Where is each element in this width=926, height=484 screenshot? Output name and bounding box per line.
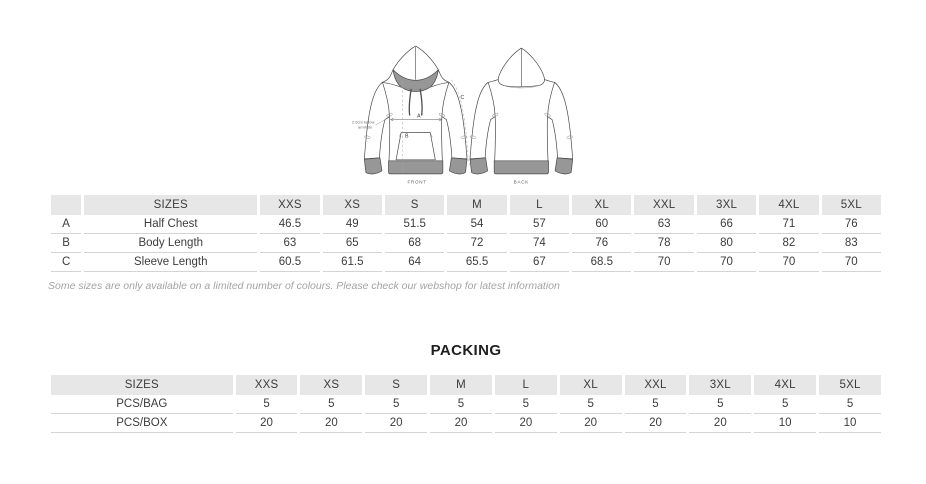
measurement-value: 65 (323, 234, 382, 253)
measurement-value: 49 (323, 215, 382, 234)
packing-table-row (51, 414, 881, 433)
packing-column-header: S (365, 375, 427, 395)
size-column-header: 5XL (822, 195, 881, 215)
measurement-value: 70 (822, 253, 881, 272)
hoodie-back-view (470, 48, 573, 184)
packing-value: 5 (560, 395, 622, 414)
packing-table-header (51, 375, 881, 395)
packing-column-header: XXL (625, 375, 687, 395)
size-availability-note: Some sizes are only available on a limited number of colours. Please check our webshop for latest information (48, 280, 560, 292)
measurement-label: Half Chest (84, 215, 257, 234)
packing-header-label: SIZES (51, 375, 233, 395)
packing-column-header: 3XL (689, 375, 751, 395)
packing-column-header: XL (560, 375, 622, 395)
measurement-value: 70 (759, 253, 818, 272)
back-right-cuff (555, 158, 573, 174)
packing-value: 20 (430, 414, 492, 433)
measurement-value: 83 (822, 234, 881, 253)
measurement-value: 68.5 (572, 253, 631, 272)
packing-value: 20 (625, 414, 687, 433)
size-table (48, 195, 884, 272)
packing-column-header: XS (300, 375, 362, 395)
packing-column-header: 4XL (754, 375, 816, 395)
size-column-header: M (447, 195, 506, 215)
measurement-value: 80 (697, 234, 756, 253)
packing-column-header: 5XL (819, 375, 881, 395)
packing-value: 10 (819, 414, 881, 433)
packing-value: 5 (300, 395, 362, 414)
size-column-header: XS (323, 195, 382, 215)
measurement-value: 68 (385, 234, 444, 253)
size-column-header: 4XL (759, 195, 818, 215)
measurement-value: 57 (510, 215, 569, 234)
size-table-row (51, 253, 881, 272)
packing-value: 20 (495, 414, 557, 433)
packing-table (48, 375, 884, 433)
front-hem-band (389, 161, 443, 174)
measurement-value: 61.5 (323, 253, 382, 272)
measurement-value: 72 (447, 234, 506, 253)
size-column-header: L (510, 195, 569, 215)
size-table-corner (51, 195, 81, 215)
measurement-value: 65.5 (447, 253, 506, 272)
technical-drawing (48, 33, 884, 190)
measurement-value: 74 (510, 234, 569, 253)
packing-table-body (51, 395, 881, 433)
packing-value: 20 (560, 414, 622, 433)
packing-row-label: PCS/BOX (51, 414, 233, 433)
packing-column-header: XXS (236, 375, 298, 395)
measurement-value: 76 (822, 215, 881, 234)
measurement-value: 63 (634, 215, 693, 234)
packing-value: 10 (754, 414, 816, 433)
packing-value: 5 (625, 395, 687, 414)
measurement-value: 54 (447, 215, 506, 234)
packing-value: 5 (689, 395, 751, 414)
measurement-label: Sleeve Length (84, 253, 257, 272)
kangaroo-pocket (396, 133, 435, 160)
measurement-value: 63 (260, 234, 319, 253)
packing-row-label: PCS/BAG (51, 395, 233, 414)
measurement-value: 60.5 (260, 253, 319, 272)
front-right-cuff (449, 158, 467, 174)
size-column-header: S (385, 195, 444, 215)
size-column-header: 3XL (697, 195, 756, 215)
packing-value: 5 (430, 395, 492, 414)
armhole-annotation-line2: armhole (357, 124, 373, 130)
back-view-label: BACK (513, 179, 530, 185)
packing-value: 20 (236, 414, 298, 433)
measurement-value: 76 (572, 234, 631, 253)
measurement-letter: C (51, 253, 81, 272)
packing-table-row (51, 395, 881, 414)
size-table-header (51, 195, 881, 215)
size-column-header: XXS (260, 195, 319, 215)
packing-value: 5 (365, 395, 427, 414)
measurement-value: 70 (634, 253, 693, 272)
hoodie-flat-sketch (335, 33, 597, 190)
measurement-value: 46.5 (260, 215, 319, 234)
size-table-row (51, 215, 881, 234)
measurement-value: 82 (759, 234, 818, 253)
size-column-header: XL (572, 195, 631, 215)
armhole-annotation-line1: 2.5cm below (351, 119, 375, 125)
product-size-chart-page (0, 33, 926, 433)
measurement-value: 70 (697, 253, 756, 272)
packing-value: 5 (236, 395, 298, 414)
packing-value: 5 (495, 395, 557, 414)
packing-title: PACKING (430, 342, 502, 359)
front-left-cuff (364, 158, 382, 174)
measurement-value: 64 (385, 253, 444, 272)
packing-value: 5 (754, 395, 816, 414)
marker-c: C (460, 94, 465, 101)
back-left-cuff (470, 158, 488, 174)
measurement-value: 60 (572, 215, 631, 234)
packing-column-header: L (495, 375, 557, 395)
size-column-header: XXL (634, 195, 693, 215)
hoodie-front-view (352, 46, 470, 184)
size-table-header-row (51, 195, 881, 215)
measurement-value: 78 (634, 234, 693, 253)
measurement-letter: A (51, 215, 81, 234)
packing-value: 20 (300, 414, 362, 433)
marker-b: B (405, 133, 409, 140)
measurement-value: 71 (759, 215, 818, 234)
packing-value: 20 (365, 414, 427, 433)
marker-a: A (417, 113, 421, 120)
packing-column-header: M (430, 375, 492, 395)
packing-value: 20 (689, 414, 751, 433)
back-body (488, 78, 554, 161)
size-table-header-label: SIZES (84, 195, 257, 215)
measurement-value: 67 (510, 253, 569, 272)
size-table-body (51, 215, 881, 272)
front-view-label: FRONT (407, 179, 427, 185)
back-hem-band (494, 161, 548, 174)
packing-table-header-row (51, 375, 881, 395)
packing-value: 5 (819, 395, 881, 414)
measurement-letter: B (51, 234, 81, 253)
measurement-value: 66 (697, 215, 756, 234)
measurement-value: 51.5 (385, 215, 444, 234)
measurement-label: Body Length (84, 234, 257, 253)
size-table-row (51, 234, 881, 253)
